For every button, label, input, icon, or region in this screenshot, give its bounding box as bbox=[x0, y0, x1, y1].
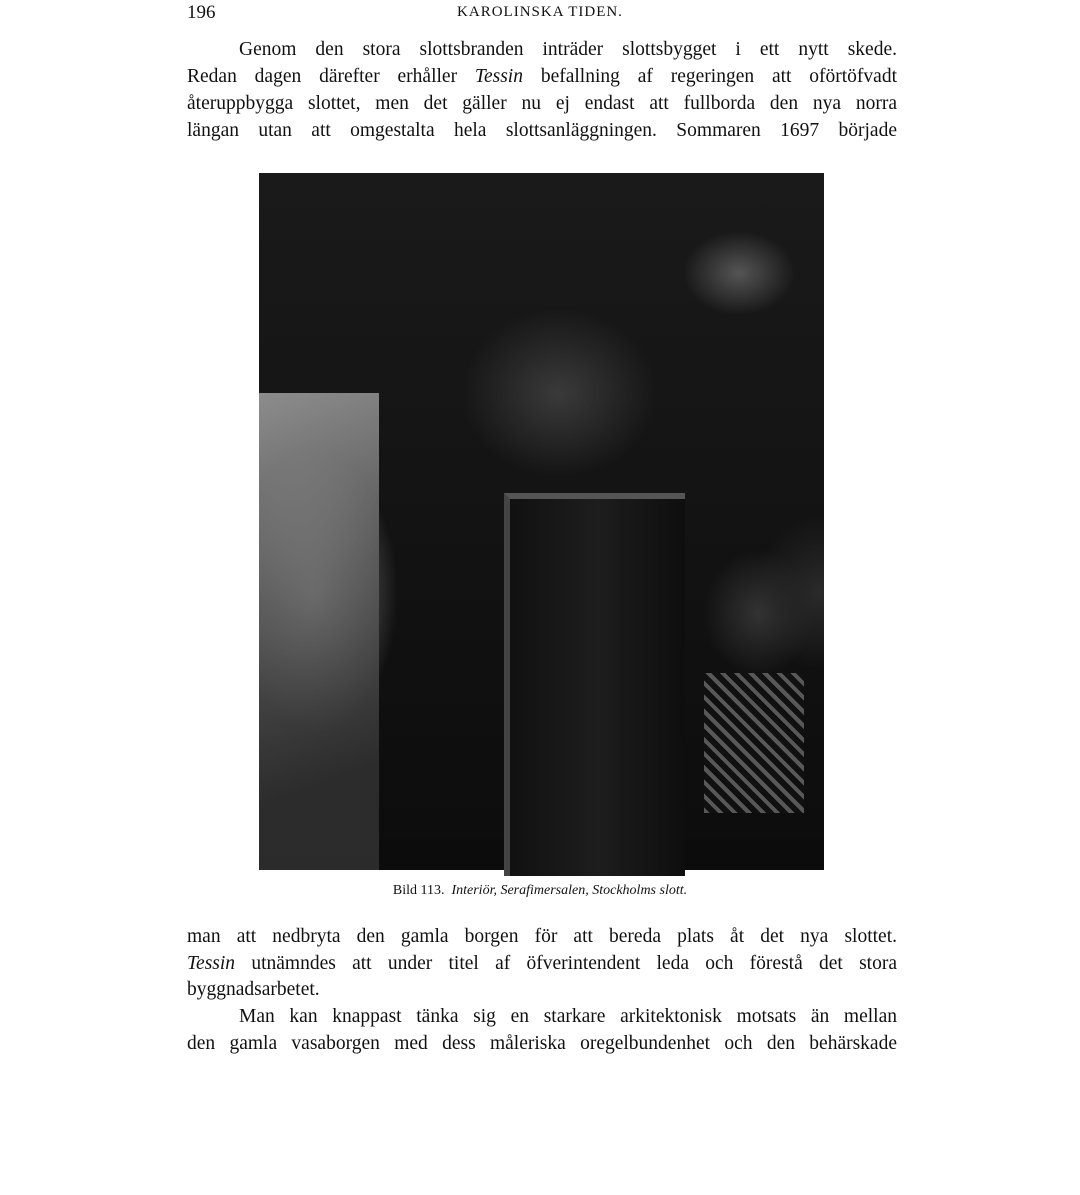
text-line: Redan dagen därefter erhåller Tessin befallning af regeringen att oförtöfvadt bbox=[187, 66, 897, 87]
door bbox=[504, 493, 685, 876]
text-line: längan utan att omgestalta hela slottsanläggningen. Sommaren 1697 började bbox=[187, 120, 897, 141]
figure-label: Bild 113. bbox=[392, 883, 445, 898]
figure-caption bbox=[0, 883, 1080, 899]
text-line: Tessin utnämndes att under titel af öfverintendent leda och förestå det stora bbox=[187, 953, 897, 974]
text-line: Genom den stora slottsbranden inträder slottsbygget i ett nytt skede. bbox=[239, 39, 897, 60]
running-title: KAROLINSKA TIDEN. bbox=[457, 4, 623, 20]
name-italic: Tessin bbox=[187, 953, 236, 974]
figure-caption-text: Interiör, Serafimersalen, Stockholms slott. bbox=[451, 883, 688, 898]
page-number: 196 bbox=[187, 2, 216, 23]
lattice-panel bbox=[704, 673, 804, 813]
name-italic: Tessin bbox=[474, 66, 523, 87]
tapestry bbox=[259, 393, 379, 870]
figure-photo-interior bbox=[259, 173, 824, 870]
text-line: den gamla vasaborgen med dess måleriska oregelbundenhet och den behärskade bbox=[187, 1033, 897, 1054]
text-line: man att nedbryta den gamla borgen för att bereda plats åt det nya slottet. bbox=[187, 926, 897, 947]
text-line: återuppbygga slottet, men det gäller nu ej endast att fullborda den nya norra bbox=[187, 93, 897, 114]
text-line: Man kan knappast tänka sig en starkare arkitektonisk motsats än mellan bbox=[239, 1006, 897, 1027]
text-line: byggnadsarbetet. bbox=[187, 979, 320, 1000]
